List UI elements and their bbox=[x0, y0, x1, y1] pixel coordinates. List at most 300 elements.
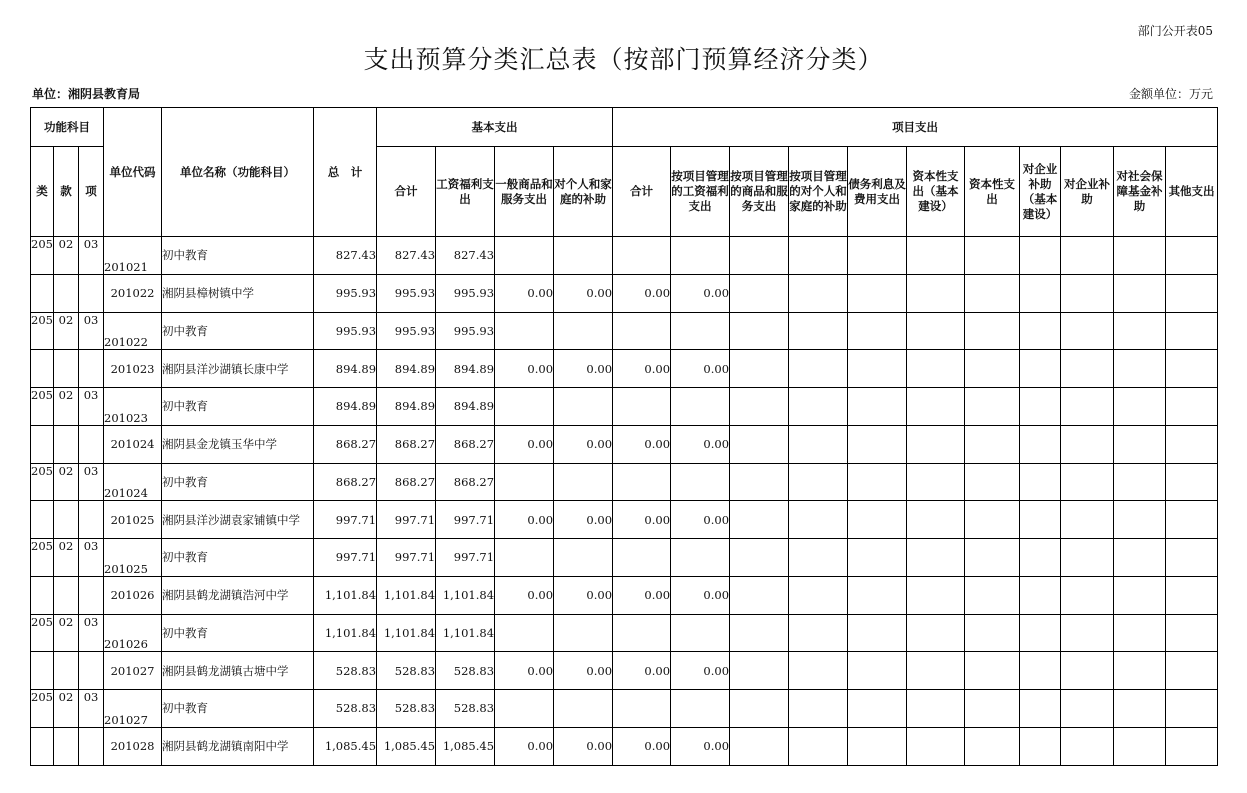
cell-project-total: 0.00 bbox=[613, 350, 671, 388]
cell-project-goods bbox=[730, 274, 789, 312]
cell-project-capital bbox=[965, 576, 1020, 614]
cell-total: 528.83 bbox=[314, 652, 377, 690]
cell-kuan bbox=[54, 274, 79, 312]
cell-unit-name: 初中教育 bbox=[162, 312, 314, 350]
cell-xiang: 03 bbox=[79, 539, 104, 577]
cell-total: 894.89 bbox=[314, 388, 377, 426]
cell-basic-goods: 0.00 bbox=[495, 501, 554, 539]
cell-project-enterprise-build bbox=[1020, 350, 1061, 388]
cell-project-capital bbox=[965, 312, 1020, 350]
table-body bbox=[31, 237, 1218, 766]
cell-project-total bbox=[613, 614, 671, 652]
cell-unit-code: 201027 bbox=[104, 652, 162, 690]
table-row bbox=[31, 312, 1218, 350]
cell-unit-code: 201024 bbox=[104, 425, 162, 463]
cell-basic-personal bbox=[554, 388, 613, 426]
unit-label: 单位：湘阴县教育局 bbox=[32, 87, 141, 101]
cell-kuan: 02 bbox=[54, 614, 79, 652]
cell-project-other bbox=[1166, 425, 1218, 463]
cell-basic-total: 868.27 bbox=[377, 463, 436, 501]
cell-project-debt bbox=[848, 237, 907, 275]
cell-lei bbox=[31, 274, 54, 312]
cell-project-personal bbox=[789, 463, 848, 501]
cell-basic-total: 997.71 bbox=[377, 539, 436, 577]
cell-basic-goods: 0.00 bbox=[495, 652, 554, 690]
cell-project-enterprise bbox=[1061, 652, 1114, 690]
cell-project-personal bbox=[789, 539, 848, 577]
cell-basic-wage: 894.89 bbox=[436, 350, 495, 388]
cell-unit-name: 湘阴县樟树镇中学 bbox=[162, 274, 314, 312]
table-row bbox=[31, 727, 1218, 765]
cell-project-social bbox=[1114, 727, 1166, 765]
cell-project-capital-build bbox=[907, 727, 965, 765]
cell-total: 868.27 bbox=[314, 425, 377, 463]
cell-project-total bbox=[613, 312, 671, 350]
cell-project-total bbox=[613, 388, 671, 426]
cell-basic-wage: 997.71 bbox=[436, 501, 495, 539]
cell-project-social bbox=[1114, 539, 1166, 577]
table-row bbox=[31, 652, 1218, 690]
header-func-subject: 功能科目 bbox=[31, 108, 104, 147]
cell-kuan bbox=[54, 425, 79, 463]
cell-unit-name: 初中教育 bbox=[162, 388, 314, 426]
cell-project-enterprise bbox=[1061, 350, 1114, 388]
cell-lei: 205 bbox=[31, 312, 54, 350]
cell-project-other bbox=[1166, 576, 1218, 614]
cell-basic-goods bbox=[495, 388, 554, 426]
cell-basic-total: 1,101.84 bbox=[377, 614, 436, 652]
cell-project-enterprise bbox=[1061, 463, 1114, 501]
cell-project-total: 0.00 bbox=[613, 576, 671, 614]
cell-lei: 205 bbox=[31, 388, 54, 426]
cell-project-enterprise-build bbox=[1020, 312, 1061, 350]
cell-project-capital-build bbox=[907, 274, 965, 312]
cell-project-capital bbox=[965, 652, 1020, 690]
cell-project-social bbox=[1114, 350, 1166, 388]
cell-project-wage bbox=[671, 463, 730, 501]
cell-project-wage: 0.00 bbox=[671, 425, 730, 463]
header-basic: 基本支出 bbox=[377, 108, 613, 147]
cell-project-other bbox=[1166, 274, 1218, 312]
cell-total: 1,101.84 bbox=[314, 614, 377, 652]
cell-unit-name: 湘阴县金龙镇玉华中学 bbox=[162, 425, 314, 463]
cell-project-enterprise bbox=[1061, 614, 1114, 652]
cell-project-capital-build bbox=[907, 690, 965, 728]
cell-total: 997.71 bbox=[314, 539, 377, 577]
cell-basic-wage: 995.93 bbox=[436, 274, 495, 312]
cell-project-enterprise-build bbox=[1020, 727, 1061, 765]
cell-project-total bbox=[613, 463, 671, 501]
cell-unit-code: 201028 bbox=[104, 727, 162, 765]
cell-project-enterprise-build bbox=[1020, 690, 1061, 728]
cell-unit-code: 201024 bbox=[104, 463, 162, 501]
cell-xiang bbox=[79, 274, 104, 312]
cell-project-enterprise bbox=[1061, 237, 1114, 275]
cell-lei bbox=[31, 576, 54, 614]
cell-project-total: 0.00 bbox=[613, 425, 671, 463]
cell-kuan: 02 bbox=[54, 690, 79, 728]
cell-basic-goods bbox=[495, 539, 554, 577]
cell-project-enterprise bbox=[1061, 388, 1114, 426]
cell-basic-total: 995.93 bbox=[377, 274, 436, 312]
cell-project-enterprise-build bbox=[1020, 576, 1061, 614]
header-project: 项目支出 bbox=[613, 108, 1218, 147]
cell-project-debt bbox=[848, 274, 907, 312]
cell-basic-goods bbox=[495, 237, 554, 275]
cell-project-enterprise bbox=[1061, 501, 1114, 539]
cell-project-wage: 0.00 bbox=[671, 274, 730, 312]
cell-project-capital bbox=[965, 614, 1020, 652]
cell-project-other bbox=[1166, 614, 1218, 652]
cell-unit-name: 初中教育 bbox=[162, 237, 314, 275]
cell-project-capital-build bbox=[907, 237, 965, 275]
cell-basic-personal: 0.00 bbox=[554, 501, 613, 539]
cell-project-capital bbox=[965, 727, 1020, 765]
cell-project-enterprise-build bbox=[1020, 652, 1061, 690]
header-project-enterprise-build: 对企业补助（基本建设） bbox=[1020, 147, 1061, 237]
header-project-enterprise: 对企业补助 bbox=[1061, 147, 1114, 237]
cell-unit-name: 初中教育 bbox=[162, 463, 314, 501]
header-project-wage: 按项目管理的工资福利支出 bbox=[671, 147, 730, 237]
cell-project-capital bbox=[965, 463, 1020, 501]
cell-project-other bbox=[1166, 237, 1218, 275]
cell-xiang: 03 bbox=[79, 463, 104, 501]
header-unit-code: 单位代码 bbox=[104, 108, 162, 237]
cell-project-goods bbox=[730, 690, 789, 728]
header-total: 总 计 bbox=[314, 108, 377, 237]
cell-project-goods bbox=[730, 350, 789, 388]
cell-lei bbox=[31, 652, 54, 690]
cell-basic-total: 894.89 bbox=[377, 388, 436, 426]
cell-basic-personal: 0.00 bbox=[554, 425, 613, 463]
cell-project-debt bbox=[848, 539, 907, 577]
cell-basic-total: 528.83 bbox=[377, 652, 436, 690]
cell-project-social bbox=[1114, 388, 1166, 426]
cell-xiang bbox=[79, 350, 104, 388]
cell-project-debt bbox=[848, 501, 907, 539]
table-row bbox=[31, 274, 1218, 312]
cell-unit-code: 201023 bbox=[104, 388, 162, 426]
cell-basic-goods bbox=[495, 312, 554, 350]
cell-project-debt bbox=[848, 350, 907, 388]
cell-project-enterprise-build bbox=[1020, 501, 1061, 539]
cell-project-total bbox=[613, 690, 671, 728]
cell-unit-name: 初中教育 bbox=[162, 539, 314, 577]
header-unit-name: 单位名称（功能科目） bbox=[162, 108, 314, 237]
cell-project-capital bbox=[965, 350, 1020, 388]
cell-lei bbox=[31, 425, 54, 463]
cell-project-social bbox=[1114, 237, 1166, 275]
cell-project-social bbox=[1114, 425, 1166, 463]
cell-project-goods bbox=[730, 425, 789, 463]
cell-project-wage bbox=[671, 690, 730, 728]
cell-project-enterprise bbox=[1061, 727, 1114, 765]
cell-project-wage: 0.00 bbox=[671, 576, 730, 614]
cell-lei: 205 bbox=[31, 690, 54, 728]
cell-project-capital-build bbox=[907, 425, 965, 463]
cell-project-debt bbox=[848, 690, 907, 728]
cell-basic-wage: 868.27 bbox=[436, 425, 495, 463]
table-row bbox=[31, 614, 1218, 652]
cell-basic-wage: 894.89 bbox=[436, 388, 495, 426]
cell-project-personal bbox=[789, 652, 848, 690]
cell-project-capital bbox=[965, 690, 1020, 728]
cell-project-personal bbox=[789, 576, 848, 614]
cell-project-personal bbox=[789, 727, 848, 765]
cell-project-enterprise-build bbox=[1020, 539, 1061, 577]
cell-basic-total: 1,101.84 bbox=[377, 576, 436, 614]
cell-kuan bbox=[54, 350, 79, 388]
cell-basic-personal: 0.00 bbox=[554, 576, 613, 614]
cell-basic-wage: 528.83 bbox=[436, 652, 495, 690]
cell-project-capital-build bbox=[907, 463, 965, 501]
cell-basic-total: 894.89 bbox=[377, 350, 436, 388]
cell-xiang bbox=[79, 576, 104, 614]
cell-unit-name: 初中教育 bbox=[162, 690, 314, 728]
cell-project-personal bbox=[789, 350, 848, 388]
cell-unit-code: 201023 bbox=[104, 350, 162, 388]
cell-project-debt bbox=[848, 425, 907, 463]
cell-project-debt bbox=[848, 614, 907, 652]
cell-project-debt bbox=[848, 727, 907, 765]
cell-basic-goods: 0.00 bbox=[495, 576, 554, 614]
cell-project-wage: 0.00 bbox=[671, 350, 730, 388]
cell-basic-personal bbox=[554, 312, 613, 350]
cell-project-enterprise-build bbox=[1020, 237, 1061, 275]
cell-project-other bbox=[1166, 539, 1218, 577]
header-basic-personal: 对个人和家庭的补助 bbox=[554, 147, 613, 237]
cell-basic-personal bbox=[554, 690, 613, 728]
cell-unit-name: 初中教育 bbox=[162, 614, 314, 652]
cell-project-goods bbox=[730, 501, 789, 539]
cell-project-other bbox=[1166, 463, 1218, 501]
cell-lei: 205 bbox=[31, 539, 54, 577]
cell-xiang: 03 bbox=[79, 614, 104, 652]
table-row bbox=[31, 463, 1218, 501]
table-row bbox=[31, 350, 1218, 388]
cell-total: 995.93 bbox=[314, 274, 377, 312]
cell-lei: 205 bbox=[31, 463, 54, 501]
cell-unit-code: 201025 bbox=[104, 539, 162, 577]
cell-project-enterprise-build bbox=[1020, 274, 1061, 312]
cell-project-capital-build bbox=[907, 576, 965, 614]
cell-lei bbox=[31, 501, 54, 539]
cell-project-social bbox=[1114, 614, 1166, 652]
cell-unit-name: 湘阴县鹤龙湖镇古塘中学 bbox=[162, 652, 314, 690]
cell-project-wage bbox=[671, 539, 730, 577]
cell-project-other bbox=[1166, 312, 1218, 350]
cell-project-social bbox=[1114, 274, 1166, 312]
header-project-goods: 按项目管理的商品和服务支出 bbox=[730, 147, 789, 237]
header-kuan: 款 bbox=[54, 147, 79, 237]
cell-project-total: 0.00 bbox=[613, 501, 671, 539]
cell-project-goods bbox=[730, 312, 789, 350]
cell-basic-wage: 995.93 bbox=[436, 312, 495, 350]
cell-basic-goods: 0.00 bbox=[495, 727, 554, 765]
cell-project-social bbox=[1114, 652, 1166, 690]
cell-project-wage: 0.00 bbox=[671, 727, 730, 765]
cell-kuan: 02 bbox=[54, 237, 79, 275]
cell-unit-code: 201025 bbox=[104, 501, 162, 539]
cell-kuan: 02 bbox=[54, 312, 79, 350]
cell-basic-goods: 0.00 bbox=[495, 274, 554, 312]
cell-basic-personal bbox=[554, 237, 613, 275]
cell-project-social bbox=[1114, 463, 1166, 501]
cell-basic-personal: 0.00 bbox=[554, 350, 613, 388]
cell-basic-personal: 0.00 bbox=[554, 727, 613, 765]
cell-kuan bbox=[54, 501, 79, 539]
cell-total: 868.27 bbox=[314, 463, 377, 501]
cell-lei: 205 bbox=[31, 237, 54, 275]
cell-kuan bbox=[54, 576, 79, 614]
cell-unit-code: 201021 bbox=[104, 237, 162, 275]
cell-project-debt bbox=[848, 312, 907, 350]
cell-project-goods bbox=[730, 652, 789, 690]
header-project-total: 合计 bbox=[613, 147, 671, 237]
cell-basic-personal: 0.00 bbox=[554, 652, 613, 690]
cell-xiang bbox=[79, 652, 104, 690]
cell-basic-goods: 0.00 bbox=[495, 350, 554, 388]
cell-project-personal bbox=[789, 312, 848, 350]
cell-basic-goods bbox=[495, 463, 554, 501]
cell-project-personal bbox=[789, 425, 848, 463]
cell-project-personal bbox=[789, 614, 848, 652]
table-row bbox=[31, 501, 1218, 539]
cell-basic-wage: 868.27 bbox=[436, 463, 495, 501]
cell-project-capital-build bbox=[907, 539, 965, 577]
cell-project-personal bbox=[789, 237, 848, 275]
cell-project-goods bbox=[730, 539, 789, 577]
cell-project-enterprise bbox=[1061, 539, 1114, 577]
cell-project-goods bbox=[730, 727, 789, 765]
money-unit-label: 金额单位：万元 bbox=[1128, 87, 1213, 101]
cell-xiang: 03 bbox=[79, 237, 104, 275]
cell-project-social bbox=[1114, 501, 1166, 539]
cell-xiang: 03 bbox=[79, 690, 104, 728]
cell-project-debt bbox=[848, 388, 907, 426]
cell-basic-personal: 0.00 bbox=[554, 274, 613, 312]
header-project-other: 其他支出 bbox=[1166, 147, 1218, 237]
cell-project-goods bbox=[730, 237, 789, 275]
cell-basic-goods bbox=[495, 690, 554, 728]
cell-project-enterprise bbox=[1061, 690, 1114, 728]
cell-project-other bbox=[1166, 727, 1218, 765]
cell-kuan: 02 bbox=[54, 539, 79, 577]
cell-basic-wage: 528.83 bbox=[436, 690, 495, 728]
cell-basic-goods: 0.00 bbox=[495, 425, 554, 463]
cell-xiang bbox=[79, 727, 104, 765]
cell-unit-code: 201022 bbox=[104, 312, 162, 350]
cell-kuan bbox=[54, 727, 79, 765]
cell-project-capital-build bbox=[907, 388, 965, 426]
cell-project-debt bbox=[848, 463, 907, 501]
cell-basic-total: 1,085.45 bbox=[377, 727, 436, 765]
header-project-personal: 按项目管理的对个人和家庭的补助 bbox=[789, 147, 848, 237]
cell-project-personal bbox=[789, 690, 848, 728]
cell-basic-personal bbox=[554, 539, 613, 577]
cell-basic-personal bbox=[554, 614, 613, 652]
cell-project-enterprise-build bbox=[1020, 463, 1061, 501]
cell-project-goods bbox=[730, 388, 789, 426]
cell-project-other bbox=[1166, 690, 1218, 728]
form-number: 部门公开表05 bbox=[1137, 24, 1213, 38]
table-row bbox=[31, 237, 1218, 275]
cell-project-wage: 0.00 bbox=[671, 652, 730, 690]
cell-basic-wage: 827.43 bbox=[436, 237, 495, 275]
header-basic-wage: 工资福利支出 bbox=[436, 147, 495, 237]
cell-basic-wage: 1,101.84 bbox=[436, 614, 495, 652]
cell-project-other bbox=[1166, 501, 1218, 539]
cell-project-enterprise bbox=[1061, 312, 1114, 350]
cell-project-capital bbox=[965, 425, 1020, 463]
cell-xiang: 03 bbox=[79, 312, 104, 350]
cell-unit-name: 湘阴县鹤龙湖镇南阳中学 bbox=[162, 727, 314, 765]
cell-unit-code: 201022 bbox=[104, 274, 162, 312]
cell-project-other bbox=[1166, 652, 1218, 690]
cell-unit-code: 201027 bbox=[104, 690, 162, 728]
cell-project-goods bbox=[730, 463, 789, 501]
cell-basic-wage: 1,085.45 bbox=[436, 727, 495, 765]
cell-project-goods bbox=[730, 614, 789, 652]
cell-total: 997.71 bbox=[314, 501, 377, 539]
header-project-capital: 资本性支出 bbox=[965, 147, 1020, 237]
cell-project-capital-build bbox=[907, 652, 965, 690]
cell-project-capital bbox=[965, 501, 1020, 539]
table-row bbox=[31, 388, 1218, 426]
cell-basic-wage: 997.71 bbox=[436, 539, 495, 577]
cell-basic-total: 868.27 bbox=[377, 425, 436, 463]
cell-kuan: 02 bbox=[54, 463, 79, 501]
page-title: 支出预算分类汇总表（按部门预算经济分类） bbox=[363, 45, 884, 74]
cell-total: 995.93 bbox=[314, 312, 377, 350]
cell-project-wage bbox=[671, 388, 730, 426]
cell-unit-name: 湘阴县洋沙湖镇长康中学 bbox=[162, 350, 314, 388]
cell-project-social bbox=[1114, 312, 1166, 350]
cell-project-enterprise-build bbox=[1020, 388, 1061, 426]
cell-total: 1,085.45 bbox=[314, 727, 377, 765]
cell-project-wage: 0.00 bbox=[671, 501, 730, 539]
cell-project-capital bbox=[965, 237, 1020, 275]
cell-unit-code: 201026 bbox=[104, 576, 162, 614]
cell-project-total bbox=[613, 539, 671, 577]
cell-xiang bbox=[79, 425, 104, 463]
cell-project-debt bbox=[848, 576, 907, 614]
cell-project-total bbox=[613, 237, 671, 275]
cell-xiang: 03 bbox=[79, 388, 104, 426]
cell-unit-code: 201026 bbox=[104, 614, 162, 652]
cell-total: 894.89 bbox=[314, 350, 377, 388]
table-row bbox=[31, 539, 1218, 577]
table-row bbox=[31, 425, 1218, 463]
cell-project-capital bbox=[965, 388, 1020, 426]
cell-project-other bbox=[1166, 388, 1218, 426]
cell-lei: 205 bbox=[31, 614, 54, 652]
cell-unit-name: 湘阴县鹤龙湖镇浩河中学 bbox=[162, 576, 314, 614]
header-project-debt: 债务利息及费用支出 bbox=[848, 147, 907, 237]
cell-project-goods bbox=[730, 576, 789, 614]
cell-project-personal bbox=[789, 388, 848, 426]
cell-basic-personal bbox=[554, 463, 613, 501]
cell-basic-total: 997.71 bbox=[377, 501, 436, 539]
cell-project-enterprise-build bbox=[1020, 425, 1061, 463]
cell-project-debt bbox=[848, 652, 907, 690]
header-basic-total: 合计 bbox=[377, 147, 436, 237]
cell-project-capital-build bbox=[907, 312, 965, 350]
cell-total: 1,101.84 bbox=[314, 576, 377, 614]
budget-table bbox=[30, 107, 1218, 766]
cell-project-enterprise bbox=[1061, 425, 1114, 463]
cell-project-capital bbox=[965, 539, 1020, 577]
